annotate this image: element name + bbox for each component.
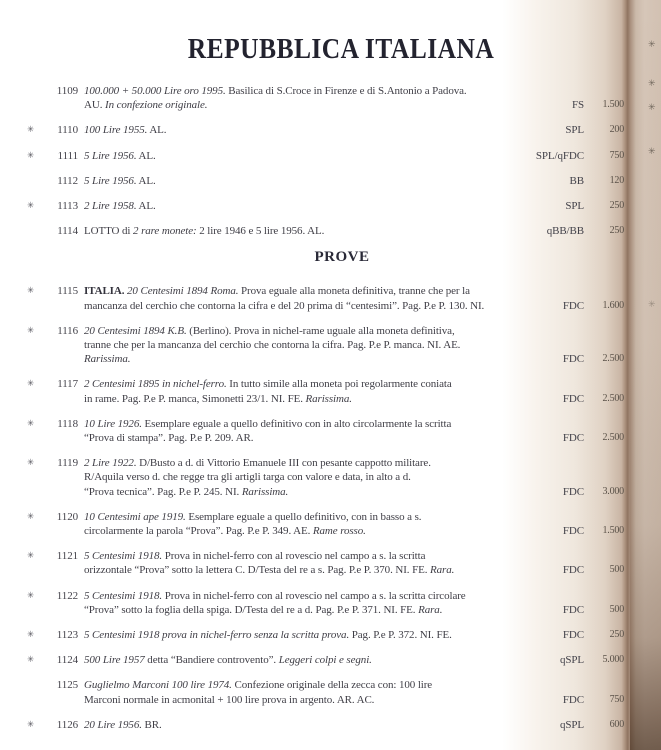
description-segment: AU.: [84, 99, 105, 112]
description-segment: In confezione originale.: [105, 99, 208, 112]
description-segment: tranne che per la mancanza del cerchio che contorna la cifra. Pag. P.e P. manca. NI. AE.: [84, 339, 461, 352]
description-line: [84, 653, 530, 667]
catalog-entry: [0, 456, 624, 499]
description-segment: (Berlino). Prova in nichel-rame uguale alla moneta definitiva,: [186, 324, 455, 337]
grade-value: FDC: [562, 629, 584, 642]
description-segment: AL.: [136, 149, 156, 162]
lot-number: 1117: [57, 378, 78, 391]
description-segment: in rame. Pag. P.e P. manca, Simonetti 23/1. NI. FE.: [84, 392, 306, 405]
description-segment: “Prova” sotto la foglia della spiga. D/Testa del re a d. Pag. P.e P. 371. NI. FE.: [84, 603, 419, 616]
description-segment: R/Aquila verso d. che regge tra gli artigli targa con valore e data, in alto a d.: [84, 471, 411, 484]
description-segment: Esemplare eguale a quello definitivo, con in basso a s.: [185, 510, 422, 523]
description-segment: Guglielmo Marconi 100 lire 1974.: [84, 679, 232, 692]
lot-number: 1125: [56, 679, 78, 692]
lot-star-icon: ✳: [27, 719, 35, 730]
description-line: [84, 299, 530, 313]
description-segment: 100.000 + 50.000 Lire oro 1995.: [84, 85, 226, 97]
description-segment: 10 Centesimi ape 1919.: [84, 510, 186, 523]
lot-number: 1110: [57, 124, 78, 137]
description-segment: Rarissima.: [305, 392, 352, 405]
grade-value: qSPL: [559, 654, 584, 667]
price-value: 1.500: [602, 525, 624, 537]
description-line: [84, 174, 530, 188]
price-value: 200: [609, 124, 624, 136]
lot-description: [78, 324, 530, 367]
lot-number: 1121: [56, 550, 78, 563]
lot-star-icon: ✳: [27, 590, 35, 601]
lot-star-icon: ✳: [27, 458, 35, 469]
lot-description: [78, 284, 530, 312]
description-segment: 5 Centesimi 1918 prova in nichel-ferro senza la scritta prova.: [84, 629, 350, 642]
description-segment: 2 Centesimi 1895 in nichel-ferro.: [84, 378, 227, 391]
catalog-entry: [0, 653, 624, 667]
description-line: [84, 392, 530, 406]
grade-value: qBB/BB: [546, 225, 584, 238]
entries-repubblica-italiana: [0, 84, 624, 238]
lot-star-icon: ✳: [27, 511, 35, 522]
description-segment: Prova in nichel-ferro con al rovescio nel campo a s. la scritta: [162, 550, 426, 563]
lot-number: 1111: [57, 149, 78, 162]
lot-star-icon: ✳: [27, 551, 35, 562]
catalog-entry: [0, 224, 624, 238]
description-segment: Rara.: [430, 564, 455, 577]
description-segment: 2 lire 1946 e 5 lire 1956. AL.: [196, 225, 325, 238]
lot-number: 1112: [57, 174, 78, 187]
lot-number: 1126: [56, 718, 78, 731]
grade-value: FDC: [562, 693, 584, 706]
description-segment: ITALIA.: [84, 285, 125, 298]
description-segment: Marconi normale in acmonital + 100 lire prova in argento. AR. AC.: [84, 693, 375, 706]
facing-page-edge: [630, 0, 661, 750]
facing-page-asterisk-icon: ✳: [648, 147, 656, 157]
description-line: [84, 352, 530, 366]
lot-star-icon: ✳: [27, 325, 35, 336]
catalog-entry: [0, 84, 624, 112]
description-line: [84, 284, 530, 298]
description-segment: Basilica di S.Croce in Firenze e di S.Antonio a Padova.: [225, 85, 467, 97]
price-value: 3.000: [602, 485, 624, 497]
catalog-entry: [0, 549, 624, 577]
description-line: [84, 589, 530, 603]
lot-description: [78, 84, 530, 112]
description-line: [84, 603, 530, 617]
facing-page-asterisk-icon: ✳: [648, 79, 656, 89]
price-value: 250: [609, 629, 624, 641]
description-segment: 5 Centesimi 1918.: [84, 550, 163, 563]
description-segment: 20 Lire 1956.: [84, 718, 142, 731]
description-segment: Pag. P.e P. 372. NI. FE.: [349, 629, 452, 642]
lot-description: [78, 377, 530, 405]
description-line: [84, 718, 530, 732]
lot-description: [78, 549, 530, 577]
lot-number: 1118: [57, 417, 78, 430]
price-value: 750: [609, 693, 624, 705]
entries-prove: [0, 284, 624, 732]
grade-value: BB: [569, 174, 584, 187]
description-line: [84, 84, 530, 98]
description-line: [84, 549, 530, 563]
description-segment: orizzontale “Prova” sotto la lettera C. D/Testa del re a s. Pag. P.e P. 370. NI. FE.: [84, 564, 431, 577]
description-segment: 2 Lire 1922.: [84, 457, 137, 470]
price-value: 500: [609, 603, 624, 615]
description-segment: 5 Centesimi 1918.: [84, 589, 163, 602]
grade-value: SPL: [565, 200, 584, 213]
lot-star-icon: ✳: [27, 379, 35, 390]
grade-value: FDC: [562, 353, 584, 366]
catalog-entry: [0, 324, 624, 367]
lot-number: 1115: [57, 285, 78, 298]
grade-value: FDC: [562, 485, 584, 498]
description-segment: D/Busto a d. di Vittorio Emanuele III con pesante cappotto militare.: [136, 457, 431, 470]
description-line: [84, 678, 530, 692]
lot-description: [78, 174, 530, 188]
catalog-entry: [0, 174, 624, 188]
lot-description: [78, 199, 530, 213]
section-heading-prove: PROVE: [314, 249, 370, 266]
price-value: 1.600: [602, 299, 624, 311]
description-line: [84, 98, 530, 112]
grade-value: FDC: [562, 299, 584, 312]
lot-description: [78, 123, 530, 137]
description-segment: Rarissima.: [84, 353, 131, 366]
grade-value: FDC: [562, 432, 584, 445]
lot-number: 1122: [56, 589, 78, 602]
description-segment: BR.: [141, 718, 162, 731]
facing-page-asterisk-icon: ✳: [648, 103, 656, 113]
description-segment: 5 Lire 1956.: [84, 149, 137, 162]
catalog-entry: [0, 510, 624, 538]
lot-star-icon: ✳: [27, 630, 35, 641]
lot-star-icon: ✳: [27, 418, 35, 429]
catalog-entry: [0, 284, 624, 312]
description-segment: detta “Bandiere controvento”.: [144, 654, 279, 667]
lot-number: 1120: [56, 510, 78, 523]
description-segment: Prova in nichel-ferro con al rovescio nel campo a s. la scritta circolare: [162, 589, 466, 602]
description-line: [84, 485, 530, 499]
price-value: 250: [609, 200, 624, 212]
description-line: [84, 123, 530, 137]
grade-value: SPL: [565, 124, 584, 137]
lot-description: [78, 149, 530, 163]
lot-description: [78, 653, 530, 667]
description-segment: 20 Centesimi 1894 K.B.: [84, 324, 187, 337]
page-title: REPUBBLICA ITALIANA: [187, 33, 495, 65]
price-value: 2.500: [602, 353, 624, 365]
description-line: [84, 693, 530, 707]
facing-page-asterisk-icon: ✳: [648, 40, 656, 50]
description-segment: 10 Lire 1926.: [84, 417, 142, 430]
lot-description: [78, 224, 530, 238]
description-segment: Rame rosso.: [312, 525, 366, 538]
grade-value: FS: [571, 99, 584, 112]
lot-description: [78, 718, 530, 732]
grade-value: FDC: [562, 392, 584, 405]
price-value: 2.500: [602, 392, 624, 404]
description-line: [84, 149, 530, 163]
description-segment: LOTTO di: [84, 225, 134, 238]
description-line: [84, 324, 530, 338]
description-line: [84, 377, 530, 391]
lot-description: [78, 456, 530, 499]
lot-star-icon: ✳: [27, 655, 35, 666]
description-segment: “Prova tecnica”. Pag. P.e P. 245. NI.: [84, 485, 242, 498]
description-segment: “Prova di stampa”. Pag. P.e P. 209. AR.: [84, 432, 254, 445]
price-value: 5.000: [602, 654, 624, 666]
catalog-entry: [0, 589, 624, 617]
description-line: [84, 417, 530, 431]
catalog-entry: [0, 377, 624, 405]
description-line: [84, 470, 530, 484]
description-segment: Prova eguale alla moneta definitiva, tranne che per la: [238, 285, 470, 298]
description-line: [84, 563, 530, 577]
description-line: [84, 338, 530, 352]
description-segment: mancanza del cerchio che contorna la cifra e del 20 prima di “centesimi”. Pag. P.e P. 130. NI.: [84, 299, 485, 312]
description-line: [84, 524, 530, 538]
catalog-entry: [0, 199, 624, 213]
description-segment: circolarmente la parola “Prova”. Pag. P.e P. 349. AE.: [84, 525, 313, 538]
catalog-entry: [0, 718, 624, 732]
catalog-entry: [0, 123, 624, 137]
description-segment: Rarissima.: [241, 485, 289, 498]
lot-number: 1123: [56, 629, 78, 642]
catalog-entry: [0, 149, 624, 163]
description-segment: 2 Lire 1958.: [84, 200, 137, 213]
catalog-entry: [0, 628, 624, 642]
description-line: [84, 510, 530, 524]
description-segment: 5 Lire 1956.: [84, 174, 137, 187]
grade-value: FDC: [562, 564, 584, 577]
description-segment: 100 Lire 1955.: [84, 124, 148, 137]
lot-number: 1109: [56, 85, 78, 97]
price-value: 1.500: [602, 99, 624, 111]
price-value: 250: [609, 225, 624, 237]
price-value: 750: [609, 149, 624, 161]
lot-description: [78, 678, 530, 706]
lot-star-icon: ✳: [27, 201, 35, 212]
lot-number: 1114: [57, 225, 78, 238]
lot-star-icon: ✳: [27, 286, 35, 297]
lot-description: [78, 510, 530, 538]
facing-page-asterisk-icon: ✳: [648, 300, 656, 310]
description-segment: 20 Centesimi 1894 Roma.: [124, 285, 239, 298]
description-segment: Leggeri colpi e segni.: [278, 654, 372, 667]
description-line: [84, 199, 530, 213]
grade-value: FDC: [562, 525, 584, 538]
catalog-entry: [0, 417, 624, 445]
price-value: 2.500: [602, 432, 624, 444]
description-segment: Esemplare eguale a quello definitivo con in alto circolarmente la scritta: [141, 417, 452, 430]
description-segment: AL.: [136, 174, 156, 187]
lot-star-icon: ✳: [27, 150, 35, 161]
description-segment: AL.: [147, 124, 167, 137]
description-segment: 2 rare monete:: [133, 225, 197, 238]
description-line: [84, 456, 530, 470]
price-value: 120: [609, 174, 624, 186]
lot-number: 1119: [57, 457, 78, 470]
price-value: 500: [609, 564, 624, 576]
description-segment: AL.: [136, 200, 156, 213]
lot-number: 1124: [56, 654, 78, 667]
grade-value: qSPL: [559, 718, 584, 731]
description-segment: 500 Lire 1957: [84, 654, 145, 667]
price-value: 600: [609, 718, 624, 730]
description-segment: In tutto simile alla moneta poi regolarmente coniata: [226, 378, 452, 391]
description-segment: Confezione originale della zecca con: 100 lire: [231, 679, 433, 692]
lot-number: 1116: [57, 324, 78, 337]
lot-star-icon: ✳: [27, 125, 35, 136]
description-line: [84, 431, 530, 445]
grade-value: SPL/qFDC: [535, 149, 584, 162]
grade-value: FDC: [562, 603, 584, 616]
lot-description: [78, 417, 530, 445]
description-segment: Rara.: [418, 603, 443, 616]
description-line: [84, 628, 530, 642]
lot-description: [78, 628, 530, 642]
lot-number: 1113: [57, 200, 78, 213]
description-line: [84, 224, 530, 238]
lot-description: [78, 589, 530, 617]
catalog-entry: [0, 678, 624, 706]
